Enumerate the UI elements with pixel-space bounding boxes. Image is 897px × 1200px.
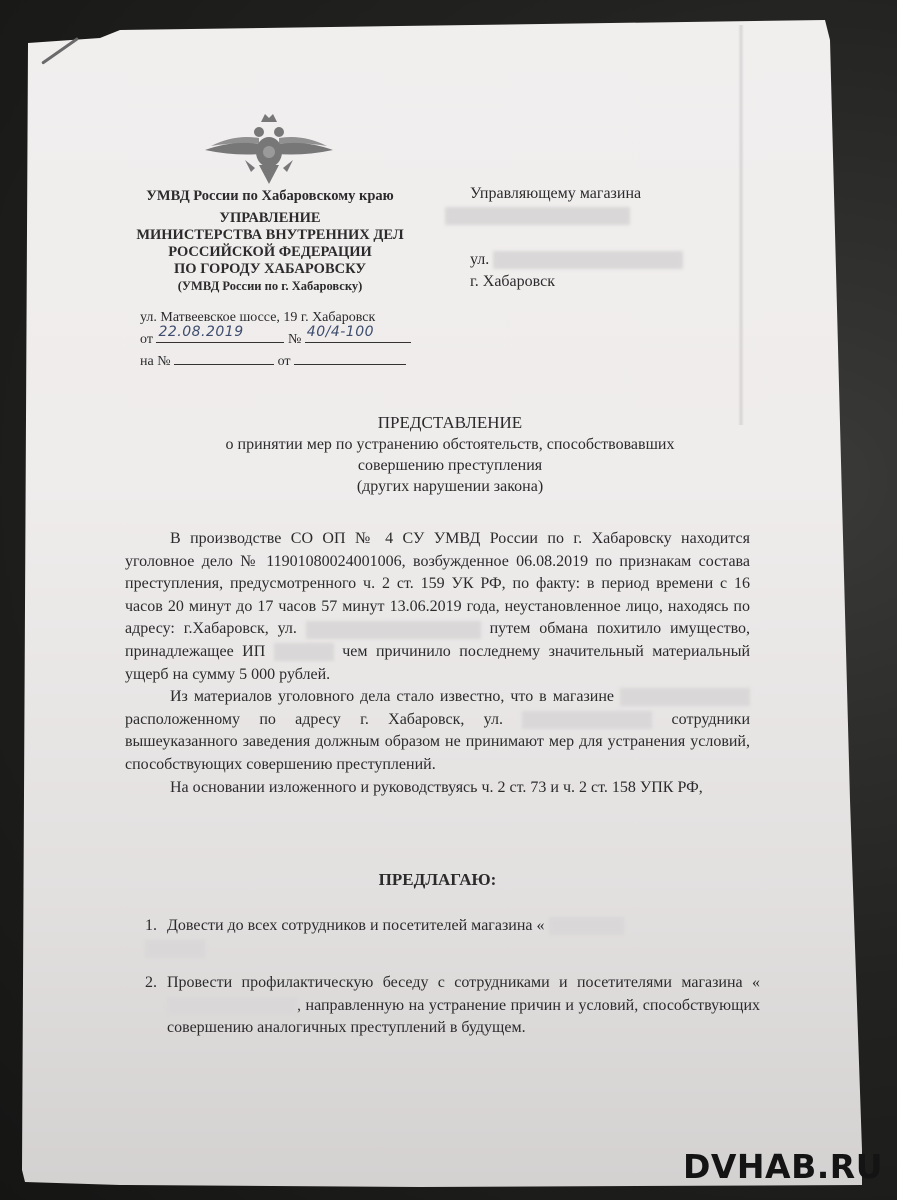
case-text: чем причинило последнему значительный материальный ущерб на сумму 5 000 рублей. — [125, 642, 751, 683]
proposal-number: 1. — [145, 917, 157, 934]
number-field — [305, 324, 411, 343]
redacted-shop-name — [620, 688, 750, 706]
org-short: (УМВД России по г. Хабаровску) — [177, 279, 363, 293]
title-subtitle: о принятии мер по устранению обстоятельств, способствовавших — [225, 436, 675, 453]
handwritten-number: 40/4-100 — [306, 324, 375, 340]
org-regional: УМВД России по Хабаровскому краю — [146, 188, 394, 204]
date-field — [156, 324, 284, 343]
redacted-street — [493, 251, 683, 269]
proposal-heading: ПРЕДЛАГАЮ: — [378, 870, 497, 889]
proposal-item — [145, 915, 760, 960]
findings-text: Из материалов уголовного дела стало известно, что в магазине — [170, 688, 615, 706]
recipient-title: Управляющему магазина — [470, 185, 642, 202]
org-line: РОССИЙСКОЙ ФЕДЕРАЦИИ — [168, 244, 372, 260]
handwritten-date: 22.08.2019 — [158, 324, 244, 340]
paragraph-findings — [125, 686, 750, 776]
redacted-owner — [274, 643, 334, 661]
redacted-shop-name-cont — [145, 940, 205, 958]
proposal-text — [167, 915, 760, 960]
site-watermark: DVHAB.RU — [683, 1147, 883, 1186]
proposal-list — [145, 915, 760, 1052]
paper-fold-mark — [738, 25, 744, 425]
proposal-item — [145, 972, 760, 1040]
findings-text: расположенному по адресу г. Хабаровск, ул. — [125, 710, 503, 728]
paragraph-legal-basis: На основании изложенного и руководствуясь ч. 2 ст. 73 и ч. 2 ст. 158 УПК РФ, — [170, 778, 703, 796]
reply-number-field — [174, 349, 274, 365]
issuer-address: ул. Матвеевское шоссе, 19 г. Хабаровск — [140, 310, 376, 325]
title-subtitle: совершению преступления — [357, 457, 543, 474]
from-label: от — [140, 332, 153, 347]
issuer-header — [100, 188, 440, 295]
reply-date-field — [294, 349, 406, 365]
org-line: УПРАВЛЕНИЕ — [219, 210, 321, 226]
proposal-text-part: , направленную на устранение причин и условий, способствующих совершению аналогичных преступлений в будущем. — [167, 996, 760, 1037]
recipient-city: г. Хабаровск — [470, 273, 555, 290]
reply-from-label: от — [277, 354, 291, 369]
document-title — [150, 412, 750, 497]
proposal-text — [167, 972, 760, 1040]
redacted-shop-name — [167, 997, 297, 1015]
outgoing-ref-row — [140, 324, 411, 349]
recipient-street-label: ул. — [470, 251, 490, 268]
case-text: путем обмана похитило имущество, принадлежащее ИП — [125, 620, 751, 660]
proposal-text-part: Довести до всех сотрудников и посетителей магазина « — [167, 917, 545, 934]
redacted-shop-name — [445, 207, 630, 225]
recipient-block — [470, 183, 683, 293]
title-main: ПРЕДСТАВЛЕНИЕ — [377, 413, 523, 432]
incoming-ref-row — [140, 349, 411, 371]
org-line: ПО ГОРОДУ ХАБАРОВСКУ — [174, 261, 366, 277]
issuer-address-block — [140, 308, 411, 371]
redacted-address — [306, 621, 481, 639]
number-label: № — [287, 332, 302, 347]
proposal-text-part: Провести профилактическую беседу с сотрудниками и посетителями магазина « — [167, 974, 760, 992]
redacted-street — [522, 711, 652, 729]
proposal-number: 2. — [145, 974, 157, 992]
reply-number-label: на № — [140, 354, 171, 369]
title-subtitle: (других нарушении закона) — [356, 478, 544, 495]
case-text: В производстве СО ОП № 4 СУ УМВД России по г. Хабаровску находится уголовное дело № 11901080024001006, возбужденное 06.08.2019 по признакам состава преступления, предусмотренного ч. 2 ст. 159 УК РФ, по факту: в период времени с 16 часов 20 минут до 17 часов 57 минут 13.06.2019 года, неустановленное лицо, находясь по адресу: г.Хабаровск, ул. — [125, 530, 750, 638]
findings-text: сотрудники вышеуказанного заведения должным образом не принимают мер для устранения условий, способствующих совершению преступлений. — [125, 710, 751, 773]
paragraph-case-details — [125, 528, 750, 686]
document-body — [125, 528, 750, 799]
org-line: МИНИСТЕРСТВА ВНУТРЕННИХ ДЕЛ — [136, 227, 404, 243]
mvd-emblem-icon — [203, 110, 335, 188]
redacted-shop-name — [549, 917, 624, 935]
